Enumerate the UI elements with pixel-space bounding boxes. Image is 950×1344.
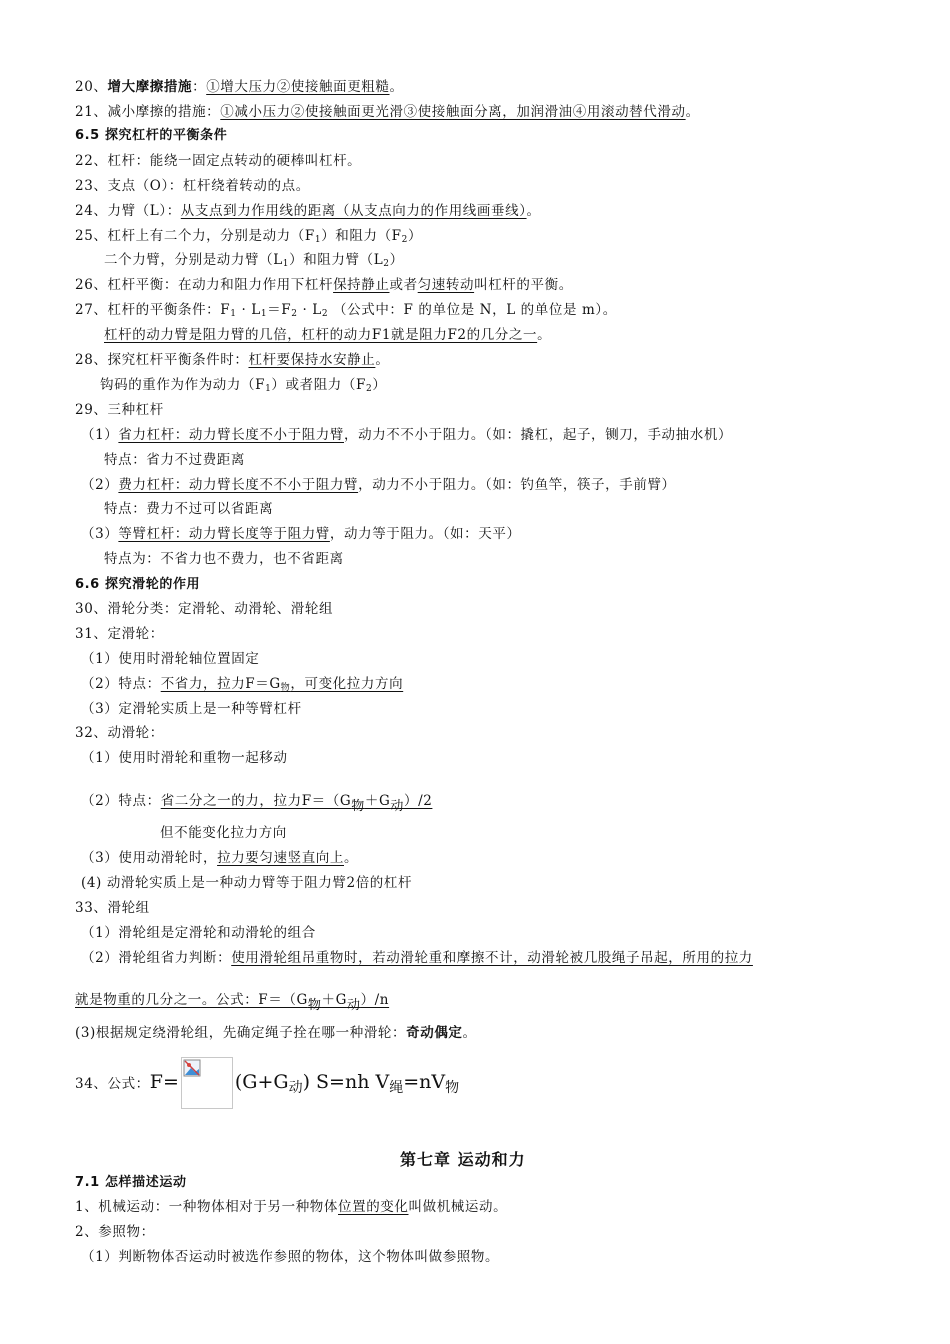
item-29-2-feature: 特点：费力不过可以省距离 (104, 501, 274, 517)
item-23: 23、支点（O）：杠杆绕着转动的点。 (75, 178, 310, 194)
item-31-3: （3）定滑轮实质上是一种等臂杠杆 (81, 701, 302, 717)
item-31-1: （1）使用时滑轮轴位置固定 (81, 651, 260, 667)
ch7-item-2: 2、参照物： (75, 1224, 155, 1240)
item-33-2: （2）滑轮组省力判断：使用滑轮组吊重物时，若动滑轮重和摩擦不计，动滑轮被几股绳子吊起，所用的拉力 (81, 950, 753, 966)
item-27-continued: 杠杆的动力臂是阻力臂的几倍，杠杆的动力F1就是阻力F2的几分之一。 (104, 327, 552, 343)
item-29-1: （1）省力杠杆：动力臂长度不小于阻力臂，动力不不小于阻力。（如：撬杠，起子，铡刀，手动抽水机） (81, 427, 733, 443)
item-29-3-feature: 特点为：不省力也不费力，也不省距离 (104, 551, 344, 567)
item-32: 32、动滑轮： (75, 725, 164, 741)
item-24: 24、力臂（L）：从支点到力作用线的距离（从支点向力的作用线画垂线）。 (75, 203, 541, 219)
ch7-item-1: 1、机械运动：一种物体相对于另一种物体位置的变化叫做机械运动。 (75, 1199, 508, 1215)
broken-image-icon (183, 1059, 201, 1077)
item-20: 20、增大摩擦措施：①增大压力②使接触面更粗糙。 (75, 79, 404, 95)
item-29: 29、三种杠杆 (75, 402, 164, 418)
section-7-1-heading: 7.1 怎样描述运动 (75, 1175, 187, 1190)
item-29-3: （3）等臂杠杆：动力臂长度等于阻力臂，动力等于阻力。（如：天平） (81, 526, 521, 542)
item-32-1: （1）使用时滑轮和重物一起移动 (81, 750, 288, 766)
item-30: 30、滑轮分类：定滑轮、动滑轮、滑轮组 (75, 601, 334, 617)
item-26: 26、杠杆平衡：在动力和阻力作用下杠杆保持静止或者匀速转动叫杠杆的平衡。 (75, 277, 573, 293)
item-21: 21、减小摩擦的措施：①减小压力②使接触面更光滑③使接触面分离，加润滑油④用滚动替代滑动。 (75, 104, 700, 120)
item-33-3: (3)根据规定绕滑轮组，先确定绳子拴在哪一种滑轮：奇动偶定。 (75, 1025, 477, 1041)
item-29-1-feature: 特点：省力不过费距离 (104, 452, 245, 468)
item-27: 27、杠杆的平衡条件：$F_1 \cdot L_1=F_2 \cdot L_2$ （公式中：F 的单位是 N，L 的单位是 m）。 (75, 302, 617, 319)
item-32-3: （3）使用动滑轮时，拉力要匀速竖直向上。 (81, 850, 359, 866)
section-6-5-heading: 6.5 探究杠杆的平衡条件 (75, 128, 228, 143)
item-34-formula: 34、公式：F= $(G+G_动)$ S=nh $V_绳=nV_物$ (75, 1057, 459, 1109)
item-33-2-continued: 就是物重的几分之一。公式：F＝（G物＋G动）/n (75, 992, 390, 1013)
item-25: 25、杠杆上有二个力，分别是动力$(F_1)$和阻力$(F_2)$ (75, 228, 423, 245)
item-25-continued: 二个力臂，分别是动力臂$(L_1)$和阻力臂$(L_2)$ (104, 252, 404, 269)
section-6-6-heading: 6.6 探究滑轮的作用 (75, 577, 201, 592)
item-32-4: (4) 动滑轮实质上是一种动力臂等于阻力臂2倍的杠杆 (81, 875, 413, 891)
item-28-continued: 钩码的重作为作为动力$(F_1)$或者阻力$(F_2)$ (100, 377, 387, 394)
item-29-2: （2）费力杠杆：动力臂长度不不小于阻力臂，动力不小于阻力。（如：钓鱼竿，筷子，手前臂） (81, 477, 676, 493)
chapter-7-heading: 第七章 运动和力 (400, 1150, 526, 1169)
item-28: 28、探究杠杆平衡条件时：杠杆要保持水安静止。 (75, 352, 390, 368)
item-33-1: （1）滑轮组是定滑轮和动滑轮的组合 (81, 925, 316, 941)
item-31: 31、定滑轮： (75, 626, 164, 642)
item-33: 33、滑轮组 (75, 900, 150, 916)
item-32-2: （2）特点：省二分之一的力，拉力F＝（G物＋G动）/2 (81, 793, 433, 814)
formula-image-placeholder (181, 1057, 233, 1109)
item-32-2-continued: 但不能变化拉力方向 (160, 825, 287, 841)
item-22: 22、杠杆：能绕一固定点转动的硬棒叫杠杆。 (75, 153, 362, 169)
item-31-2: （2）特点：不省力，拉力$F=G_物$，可变化拉力方向 (81, 676, 404, 693)
ch7-item-2-1: （1）判断物体否运动时被选作参照的物体，这个物体叫做参照物。 (81, 1249, 500, 1265)
